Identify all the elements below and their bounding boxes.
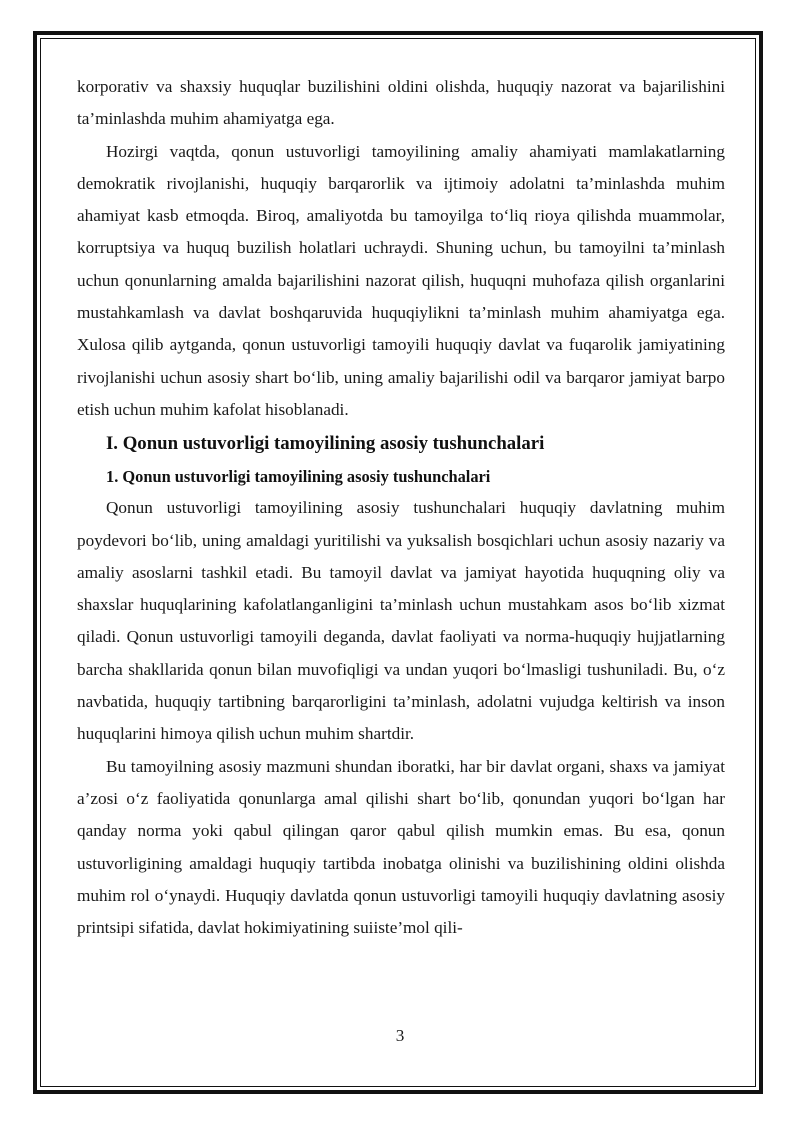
paragraph-continuation: korporativ va shaxsiy huquqlar buzilishini oldini olishda, huquqiy nazorat va bajarilishini ta’minlashda muhim ahamiyatga ega. xyxy=(77,77,725,129)
paragraph-intro: Hozirgi vaqtda, qonun ustuvorligi tamoyilining amaliy ahamiyati mamlakatlarning demokratik rivojlanishi, huquqiy barqarorlik va ijtimoiy adolatni ta’minlashda muhim ahamiyat kasb etmoqda. Biroq, amaliyotda bu tamoyilga to‘liq rioya qilishda muammolar, korruptsiya va huquq buzilish holatlari uchraydi. Shuning uchun, bu tamoyilni ta’minlash uchun qonunlarning amalda bajarilishini nazorat qilish, huquqni muhofaza qilish organlarini mustahkamlash va davlat boshqaruvida huquqiylikni ta’minlash muhim ahamiyatga ega. Xulosa qilib aytganda, qonun ustuvorligi tamoyili huquqiy davlat va fuqarolik jamiyatining rivojlanishi uchun asosiy shart bo‘lib, uning amaliy bajarilishi odil va barqaror jamiyat barpo etish uchun muhim kafolat hisoblanadi. xyxy=(77,141,725,419)
paragraph-essence: Bu tamoyilning asosiy mazmuni shundan iboratki, har bir davlat organi, shaxs va jamiyat a’zosi o‘z faoliyatida qonunlarga amal qilishi shart bo‘lib, qonundan yuqori bo‘lgan har qanday norma yoki qabul qilingan qaror qabul qilish mumkin emas. Bu esa, qonun ustuvorligining amaldagi huquqiy tartibda inobatga olinishi va buzilishining oldini olishda muhim rol o‘ynaydi. Huquqiy davlatda qonun ustuvorligi tamoyili huquqiy davlatning asosiy printsipi sifatida, davlat hokimiyatining suiiste’mol qili- xyxy=(77,756,725,938)
document-body xyxy=(77,71,725,944)
subsection-heading: 1. Qonun ustuvorligi tamoyilining asosiy tushunchalari xyxy=(106,467,491,487)
page-number: 3 xyxy=(395,1026,405,1045)
section-heading: I. Qonun ustuvorligi tamoyilining asosiy tushunchalari xyxy=(106,433,545,455)
paragraph-concepts: Qonun ustuvorligi tamoyilining asosiy tushunchalari huquqiy davlatning muhim poydevori bo‘lib, uning amaldagi yuritilishi va yuksalish bosqichlari uchun asosiy nazariy va amaliy asoslarni tashkil etadi. Bu tamoyil davlat va jamiyat hayotida huquqning oliy va shaxslar huquqlarining kafolatlanganligini ta’minlash uchun mustahkam asos bo‘lib xizmat qiladi. Qonun ustuvorligi tamoyili deganda, davlat faoliyati va norma-huquqiy hujjatlarning barcha shakllarida qonun bilan muvofiqligi va undan yuqori bo‘lmasligi tushuniladi. Bu, o‘z navbatida, huquqiy tartibning barqarorligini ta’minlash, adolatni vujudga keltirish va inson huquqlarini himoya qilish uchun muhim shartdir. xyxy=(77,498,725,744)
